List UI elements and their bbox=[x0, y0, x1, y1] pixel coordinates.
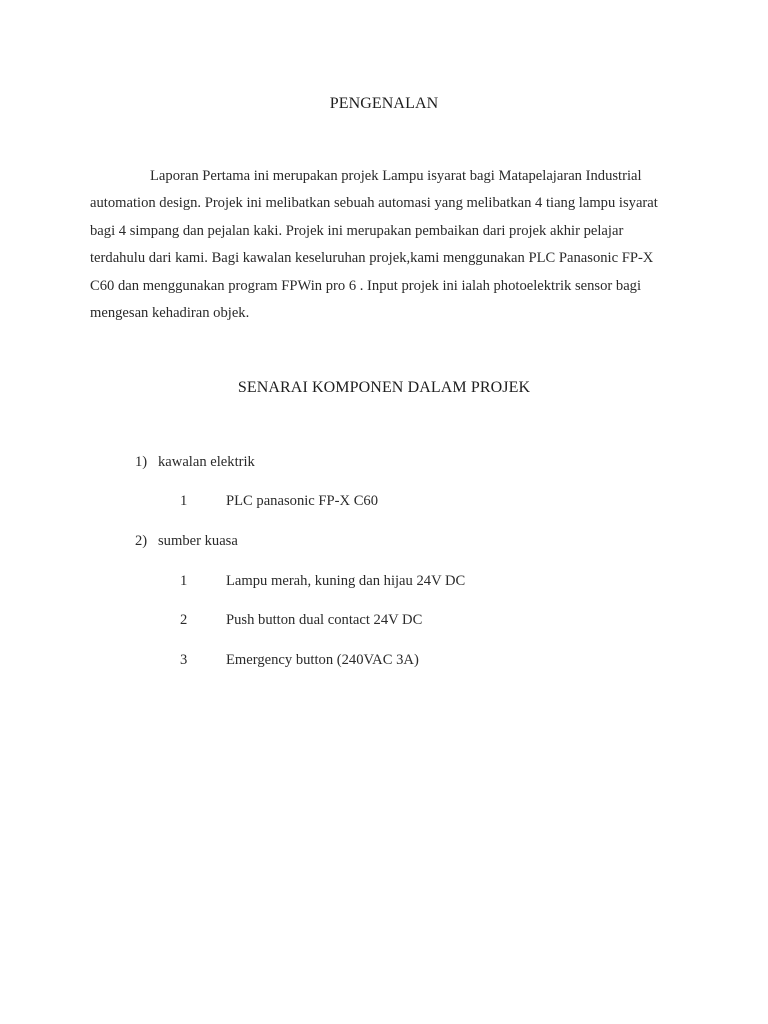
sub-list-item: Lampu merah, kuning dan hijau 24V DC bbox=[226, 573, 466, 589]
list-item-sumber-kuasa: sumber kuasa bbox=[158, 533, 238, 549]
list-number: 1) bbox=[135, 454, 148, 470]
paragraph-line: mengesan kehadiran objek. bbox=[90, 305, 250, 322]
paragraph-line: automation design. Projek ini melibatkan sebuah automasi yang melibatkan 4 tiang lampu isyarat bbox=[90, 195, 658, 212]
section-title-pengenalan: PENGENALAN bbox=[329, 95, 439, 112]
sub-list-number: 2 bbox=[180, 612, 188, 628]
paragraph-line: terdahulu dari kami. Bagi kawalan keseluruhan projek,kami menggunakan PLC Panasonic FP-X bbox=[90, 250, 654, 267]
sub-list-item: Push button dual contact 24V DC bbox=[226, 612, 423, 628]
sub-list-number: 1 bbox=[180, 493, 188, 509]
intro-paragraph bbox=[90, 163, 690, 327]
sub-list-item: Emergency button (240VAC 3A) bbox=[226, 652, 419, 668]
paragraph-line: bagi 4 simpang dan pejalan kaki. Projek ini merupakan pembaikan dari projek akhir pelajar bbox=[90, 222, 624, 239]
list-item-kawalan-elektrik: kawalan elektrik bbox=[158, 454, 255, 470]
sub-list-number: 1 bbox=[180, 573, 188, 589]
list-number: 2) bbox=[135, 533, 148, 549]
section-title-senarai-komponen: SENARAI KOMPONEN DALAM PROJEK bbox=[237, 379, 531, 396]
sub-list-item: PLC panasonic FP-X C60 bbox=[226, 493, 379, 509]
sub-list-number: 3 bbox=[180, 652, 188, 668]
paragraph-line: Laporan Pertama ini merupakan projek Lampu isyarat bagi Matapelajaran Industrial bbox=[150, 168, 642, 184]
paragraph-line: C60 dan menggunakan program FPWin pro 6 . Input projek ini ialah photoelektrik sensor bagi bbox=[90, 277, 642, 294]
